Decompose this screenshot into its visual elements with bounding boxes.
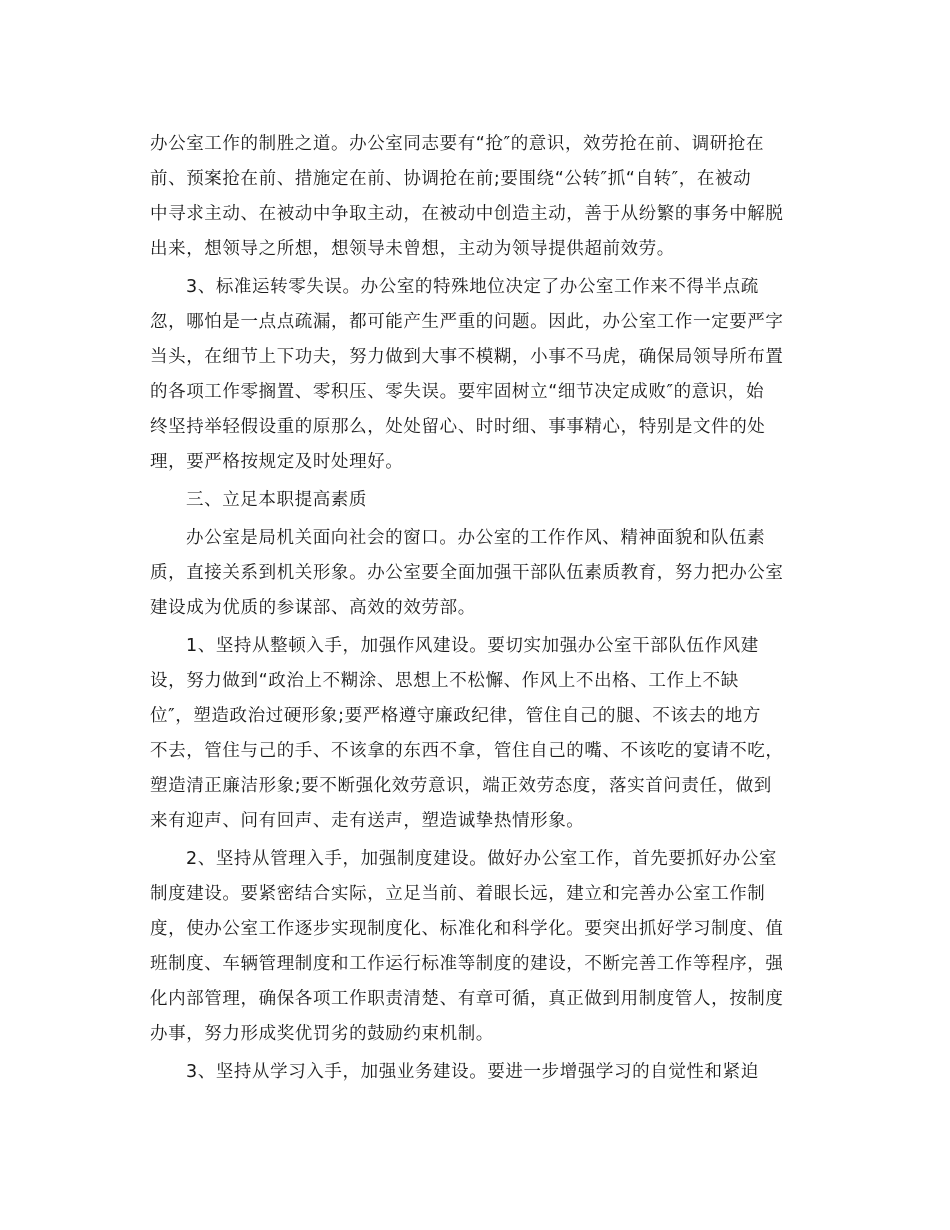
- paragraph-start-line: 办公室是局机关面向社会的窗口。办公室的工作作风、精神面貌和队伍素: [186, 528, 766, 548]
- body-line: 塑造清正廉洁形象;要不断强化效劳意识，端正效劳态度，落实首问责任，做到: [150, 776, 772, 796]
- paragraph-start-line: 3、坚持从学习入手，加强业务建设。要进一步增强学习的自觉性和紧迫: [186, 1062, 759, 1082]
- section-heading: 三、立足本职提高素质: [186, 490, 367, 510]
- body-line: 度，使办公室工作逐步实现制度化、标准化和科学化。要突出抓好学习制度、值: [150, 919, 784, 939]
- paragraph-start-line: 3、标准运转零失误。办公室的特殊地位决定了办公室工作来不得半点疏: [186, 277, 759, 297]
- body-line: 办公室工作的制胜之道。办公室同志要有“抢″的意识，效劳抢在前、调研抢在: [150, 134, 765, 154]
- paragraph-start-line: 2、坚持从管理入手，加强制度建设。做好办公室工作，首先要抓好办公室: [186, 849, 777, 869]
- body-line: 不去，管住与己的手、不该拿的东西不拿，管住自己的嘴、不该吃的宴请不吃，: [150, 741, 784, 761]
- body-line: 理，要严格按规定及时处理好。: [150, 452, 404, 472]
- body-line: 的各项工作零搁置、零积压、零失误。要牢固树立“细节决定成败″的意识，始: [150, 382, 765, 402]
- body-line: 终坚持举轻假设重的原那么，处处留心、时时细、事事精心，特别是文件的处: [150, 417, 766, 437]
- body-line: 出来，想领导之所想，想领导未曾想，主动为领导提供超前效劳。: [150, 239, 675, 259]
- body-line: 办事，努力形成奖优罚劣的鼓励约束机制。: [150, 1024, 494, 1044]
- body-line: 制度建设。要紧密结合实际，立足当前、着眼长远，建立和完善办公室工作制: [150, 884, 766, 904]
- body-line: 忽，哪怕是一点点疏漏，都可能产生严重的问题。因此，办公室工作一定要严字: [150, 312, 784, 332]
- body-line: 来有迎声、问有回声、走有送声，塑造诚挚热情形象。: [150, 811, 585, 831]
- body-line: 质，直接关系到机关形象。办公室要全面加强干部队伍素质教育，努力把办公室: [150, 563, 784, 583]
- body-line: 位″，塑造政治过硬形象;要严格遵守廉政纪律，管住自己的腿、不该去的地方: [150, 706, 761, 726]
- body-line: 班制度、车辆管理制度和工作运行标准等制度的建设，不断完善工作等程序，强: [150, 954, 784, 974]
- body-line: 设，努力做到“政治上不糊涂、思想上不松懈、作风上不出格、工作上不缺: [150, 671, 739, 691]
- paragraph-start-line: 1、坚持从整顿入手，加强作风建设。要切实加强办公室干部队伍作风建: [186, 636, 759, 656]
- body-line: 建设成为优质的参谋部、高效的效劳部。: [150, 598, 476, 618]
- body-line: 中寻求主动、在被动中争取主动，在被动中创造主动，善于从纷繁的事务中解脱: [150, 204, 784, 224]
- body-line: 前、预案抢在前、措施定在前、协调抢在前;要围绕“公转″抓“自转″，在被动: [150, 169, 752, 189]
- body-line: 化内部管理，确保各项工作职责清楚、有章可循，真正做到用制度管人，按制度: [150, 989, 784, 1009]
- body-line: 当头，在细节上下功夫，努力做到大事不模糊，小事不马虎，确保局领导所布置: [150, 347, 784, 367]
